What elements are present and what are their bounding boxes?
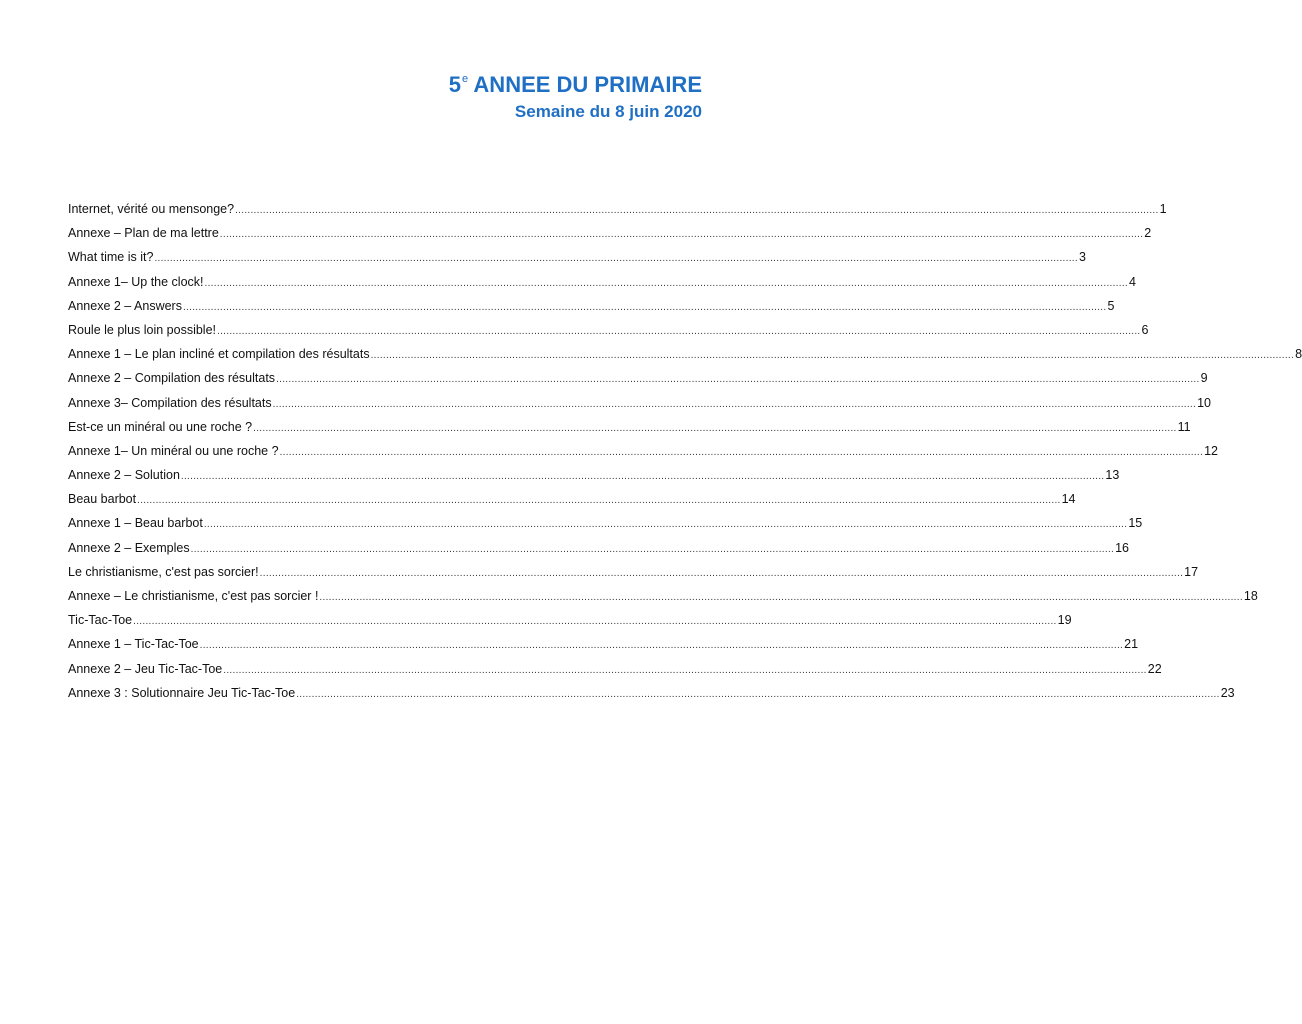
toc-entry[interactable] xyxy=(68,320,1149,344)
toc-entry-title: What time is it? xyxy=(68,250,154,265)
toc-entry-title: Tic-Tac-Toe xyxy=(68,613,133,628)
toc-entry-page-number: 3 xyxy=(1078,250,1086,265)
toc-dot-leader: ............................................................................................................................................................................................................................................................................................................ xyxy=(223,664,1147,676)
toc-entry[interactable] xyxy=(68,562,1199,586)
toc-entry-page-number: 21 xyxy=(1124,637,1139,652)
toc-entry-title: Annexe 1– Up the clock! xyxy=(68,274,204,289)
toc-entry-page-number: 5 xyxy=(1107,298,1115,313)
toc-entry[interactable] xyxy=(68,586,1258,610)
toc-entry-page-number: 19 xyxy=(1057,613,1072,628)
grade-suffix: e xyxy=(462,73,469,85)
toc-entry-page-number: 2 xyxy=(1144,226,1152,241)
table-of-contents xyxy=(68,199,1302,707)
toc-entry-title: Annexe 1– Un minéral ou une roche ? xyxy=(68,443,279,458)
toc-dot-leader: ............................................................................................................................................................................................................................................................................................................ xyxy=(137,495,1061,507)
toc-dot-leader: ............................................................................................................................................................................................................................................................................................................ xyxy=(253,422,1177,434)
toc-entry-page-number: 23 xyxy=(1220,685,1235,700)
toc-dot-leader: ............................................................................................................................................................................................................................................................................................................ xyxy=(133,616,1057,628)
toc-dot-leader: ............................................................................................................................................................................................................................................................................................................ xyxy=(199,640,1124,652)
grade-title xyxy=(449,66,702,98)
toc-entry-title: Annexe 2 – Answers xyxy=(68,298,182,313)
toc-entry-title: Annexe – Plan de ma lettre xyxy=(68,226,219,241)
toc-entry[interactable] xyxy=(68,393,1211,417)
toc-entry[interactable] xyxy=(68,247,1086,271)
toc-entry[interactable] xyxy=(68,417,1191,441)
toc-entry-title: Annexe 3 : Solutionnaire Jeu Tic-Tac-Toe xyxy=(68,685,296,700)
toc-entry[interactable] xyxy=(68,683,1235,707)
toc-entry[interactable] xyxy=(68,634,1139,658)
toc-dot-leader: ............................................................................................................................................................................................................................................................................................................ xyxy=(190,543,1115,555)
toc-dot-leader: ............................................................................................................................................................................................................................................................................................................ xyxy=(182,301,1107,313)
toc-entry[interactable] xyxy=(68,272,1136,296)
toc-entry-page-number: 4 xyxy=(1129,274,1136,289)
toc-entry-title: Annexe 2 – Exemples xyxy=(68,540,190,555)
week-subtitle: Semaine du 8 juin 2020 xyxy=(514,102,702,121)
toc-entry-title: Internet, vérité ou mensonge? xyxy=(68,202,235,216)
toc-dot-leader: ............................................................................................................................................................................................................................................................................................................ xyxy=(203,519,1128,531)
grade-number: 5 xyxy=(448,72,461,97)
toc-entry-page-number: 15 xyxy=(1128,516,1143,531)
toc-dot-leader: ............................................................................................................................................................................................................................................................................................................ xyxy=(154,253,1078,265)
toc-entry-page-number: 1 xyxy=(1159,202,1167,216)
toc-entry-title: Annexe 2 – Solution xyxy=(68,468,180,483)
toc-entry[interactable] xyxy=(68,610,1072,634)
toc-entry-title: Annexe 1 – Tic-Tac-Toe xyxy=(68,637,199,652)
toc-entry[interactable] xyxy=(68,659,1162,683)
toc-dot-leader: ............................................................................................................................................................................................................................................................................................................ xyxy=(180,471,1105,483)
toc-entry-title: Le christianisme, c'est pas sorcier! xyxy=(68,564,259,579)
toc-dot-leader: ............................................................................................................................................................................................................................................................................................................ xyxy=(259,567,1184,579)
toc-dot-leader: ............................................................................................................................................................................................................................................................................................................ xyxy=(272,398,1197,410)
toc-entry-page-number: 14 xyxy=(1061,492,1076,507)
toc-entry-page-number: 12 xyxy=(1204,443,1218,458)
toc-dot-leader: ............................................................................................................................................................................................................................................................................................................ xyxy=(319,592,1243,603)
toc-entry[interactable] xyxy=(68,199,1167,223)
toc-entry-title: Annexe 2 – Compilation des résultats xyxy=(68,371,276,386)
toc-entry-title: Est-ce un minéral ou une roche ? xyxy=(68,419,253,434)
toc-entry-title: Annexe 1 – Le plan incliné et compilation des résultats xyxy=(68,347,370,362)
document-header xyxy=(449,66,702,123)
toc-entry-page-number: 11 xyxy=(1177,419,1191,434)
toc-dot-leader: ............................................................................................................................................................................................................................................................................................................ xyxy=(276,374,1200,386)
toc-entry[interactable] xyxy=(68,538,1130,562)
toc-dot-leader: ............................................................................................................................................................................................................................................................................................................ xyxy=(235,205,1159,216)
toc-entry-title: Annexe 1 – Beau barbot xyxy=(68,516,203,531)
grade-title-text: ANNEE DU PRIMAIRE xyxy=(473,72,702,97)
toc-entry[interactable] xyxy=(68,368,1208,392)
toc-entry[interactable] xyxy=(68,344,1302,368)
toc-entry[interactable] xyxy=(68,465,1120,489)
toc-entry-title: Beau barbot xyxy=(68,492,137,507)
toc-entry[interactable] xyxy=(68,296,1115,320)
toc-dot-leader: ............................................................................................................................................................................................................................................................................................................ xyxy=(219,229,1144,241)
toc-entry-page-number: 8 xyxy=(1295,347,1302,362)
toc-dot-leader: ............................................................................................................................................................................................................................................................................................................ xyxy=(370,350,1295,362)
toc-entry-title: Annexe – Le christianisme, c'est pas sorcier ! xyxy=(68,589,319,603)
toc-dot-leader: ............................................................................................................................................................................................................................................................................................................ xyxy=(204,277,1128,289)
toc-entry-page-number: 22 xyxy=(1147,661,1162,676)
toc-entry-page-number: 6 xyxy=(1141,322,1149,337)
toc-entry-title: Annexe 2 – Jeu Tic-Tac-Toe xyxy=(68,661,223,676)
toc-entry-page-number: 10 xyxy=(1197,395,1211,410)
toc-entry-page-number: 9 xyxy=(1200,371,1208,386)
toc-entry-page-number: 16 xyxy=(1115,540,1130,555)
toc-entry-title: Annexe 3– Compilation des résultats xyxy=(68,395,272,410)
toc-entry-page-number: 13 xyxy=(1105,468,1120,483)
toc-entry[interactable] xyxy=(68,489,1076,513)
toc-entry[interactable] xyxy=(68,441,1218,465)
toc-entry-page-number: 18 xyxy=(1243,589,1258,603)
toc-entry-page-number: 17 xyxy=(1184,564,1199,579)
toc-dot-leader: ............................................................................................................................................................................................................................................................................................................ xyxy=(296,688,1220,700)
toc-entry-title: Roule le plus loin possible! xyxy=(68,322,217,337)
toc-entry[interactable] xyxy=(68,513,1143,537)
toc-dot-leader: ............................................................................................................................................................................................................................................................................................................ xyxy=(279,446,1204,458)
toc-dot-leader: ............................................................................................................................................................................................................................................................................................................ xyxy=(217,325,1141,337)
toc-entry[interactable] xyxy=(68,223,1152,247)
